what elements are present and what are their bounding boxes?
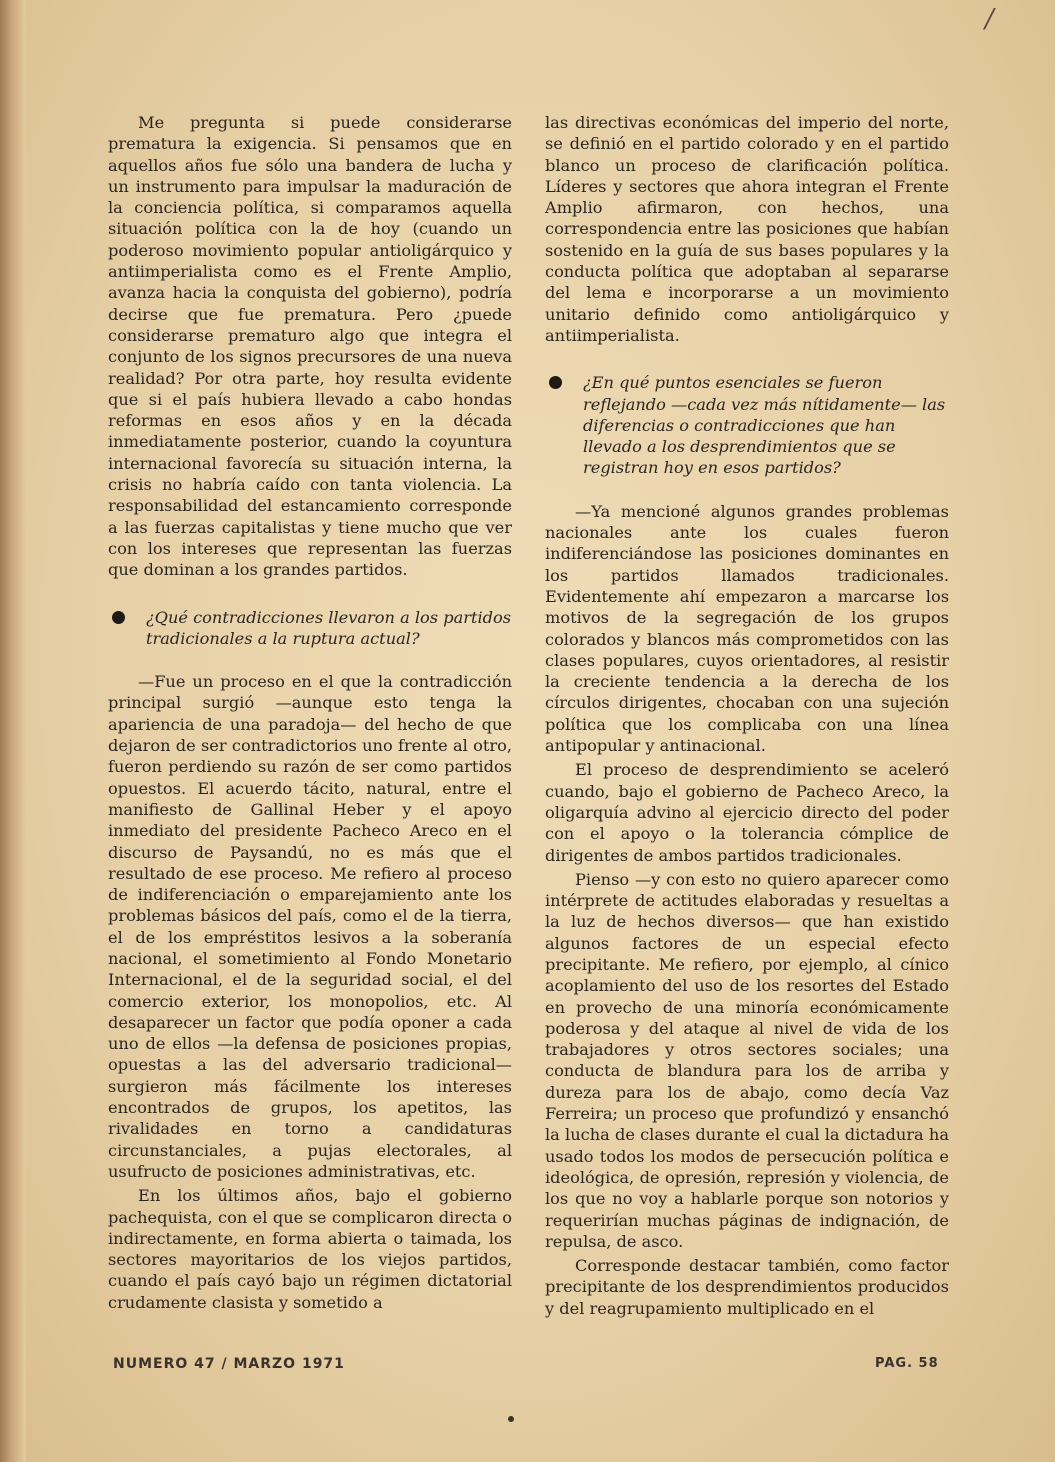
paragraph: Corresponde destacar también, como factor precipitante de los desprendimientos producidos y del reagrupamiento multiplicado en el bbox=[545, 1256, 949, 1318]
question-text: ¿Qué contradicciones llevaron a los partidos tradicionales a la ruptura actual? bbox=[146, 607, 512, 648]
paragraph: —Fue un proceso en el que la contradicción principal surgió —aunque esto tenga la apariencia de una paradoja— del hecho de que dejaron de ser contradictorios uno frente al otro, fueron perdiendo su razón de ser como partidos opuestos. El acuerdo tácito, natural, entre el manifiesto de Gallinal Heber y el apoyo inmediato del presidente Pacheco Areco en el discurso de Paysandú, no es más que el resultado de ese proceso. Me refiero al proceso de indiferenciación o emparejamiento ante los problemas básicos del país, como el de la tierra, el de los empréstitos lesivos a la soberanía nacional, el sometimiento al Fondo Monetario Internacional, el de la seguridad social, el del comercio exterior, los monopolios, etc. Al desaparecer un factor que podía oponer a cada uno de ellos —la defensa de posiciones propias, opuestas a las del adversario tradicional— surgieron más fácilmente los intereses encontrados de grupos, los apetitos, las rivalidades en torno a candidaturas circunstanciales, a pujas electorales, al usufructo de posiciones administrativas, etc. bbox=[108, 672, 512, 1181]
corner-pencil-mark: / bbox=[985, 4, 994, 34]
page-dot bbox=[508, 1416, 514, 1422]
paragraph: Me pregunta si puede considerarse prematura la exigencia. Si pensamos que en aquellos años fue sólo una bandera de lucha y un instrumento para impulsar la maduración de la conciencia política, si comparamos aquella situación política con la de hoy (cuando un poderoso movimiento popular antioligárquico y antiimperialista como es el Frente Amplio, avanza hacia la conquista del gobierno), podría decirse que fue prematura. Pero ¿puede considerarse prematuro algo que integra el conjunto de los signos precursores de una nueva realidad? Por otra parte, hoy resulta evidente que si el país hubiera llevado a cabo hondas reformas en esos años y en la década inmediatamente posterior, cuando la coyuntura internacional favorecía su situación interna, la crisis no habría caído con tanta violencia. La responsabilidad del estancamiento corresponde a las fuerzas capitalistas y tiene mucho que ver con los intereses que representan las fuerzas que dominan a los grandes partidos. bbox=[108, 113, 512, 580]
interview-question bbox=[545, 372, 949, 478]
paragraph: las directivas económicas del imperio del norte, se definió en el partido colorado y en el partido blanco un proceso de clarificación política. Líderes y sectores que ahora integran el Frente Amplio afirmaron, con hechos, una correspondencia entre las posiciones que habían sostenido en la guía de sus bases populares y la conducta política que adoptaban al separarse del lema e incorporarse a un movimiento unitario definido como antioligárquico y antiimperialista. bbox=[545, 113, 949, 345]
bullet-icon bbox=[549, 376, 562, 389]
page-number: PAG. 58 bbox=[875, 1356, 939, 1371]
binding-shadow bbox=[0, 0, 26, 1462]
paragraph: —Ya mencioné algunos grandes problemas nacionales ante los cuales fueron indiferenciándose las posiciones dominantes en los partidos llamados tradicionales. Evidentemente ahí empezaron a marcarse los motivos de la segregación de los grupos colorados y blancos más comprometidos con las clases populares, cuyos orientadores, al resistir la creciente tendencia a la derecha de los círculos dirigentes, chocaban con una sujeción política que los complicaba con una línea antipopular y antinacional. bbox=[545, 501, 949, 756]
question-text: ¿En qué puntos esenciales se fueron reflejando —cada vez más nítidamente— las diferencias o contradicciones que han llevado a los desprendimientos que se registran hoy en esos partidos? bbox=[583, 373, 946, 478]
bullet-icon bbox=[112, 611, 125, 624]
left-column bbox=[108, 112, 512, 1313]
interview-question bbox=[108, 607, 512, 650]
paragraph: El proceso de desprendimiento se aceleró cuando, bajo el gobierno de Pacheco Areco, la oligarquía advino al ejercicio directo del poder con el apoyo o la tolerancia cómplice de dirigentes de ambos partidos tradicionales. bbox=[545, 760, 949, 865]
paragraph: En los últimos años, bajo el gobierno pachequista, con el que se complicaron directa o indirectamente, en forma abierta o taimada, los sectores mayoritarios de los viejos partidos, cuando el país cayó bajo un régimen dictatorial crudamente clasista y sometido a bbox=[108, 1186, 512, 1312]
issue-footer: NUMERO 47 / MARZO 1971 bbox=[113, 1356, 345, 1372]
paragraph: Pienso —y con esto no quiero aparecer como intérprete de actitudes elaboradas y resueltas a la luz de hechos diversos— que han existido algunos factores de un especial efecto precipitante. Me refiero, por ejemplo, al cínico acoplamiento del uso de los resortes del Estado en provecho de una minoría económicamente poderosa y del ataque al nivel de vida de los trabajadores y otros sectores sociales; una conducta de blandura para los de arriba y dureza para los de abajo, como decía Vaz Ferreira; un proceso que profundizó y ensanchó la lucha de clases durante el cual la dictadura ha usado todos los modos de persecución política e ideológica, de opresión, represión y violencia, de los que no voy a hablarle porque son notorios y requerirían muchas páginas de indignación, de repulsa, de asco. bbox=[545, 869, 949, 1251]
right-column bbox=[545, 112, 949, 1319]
